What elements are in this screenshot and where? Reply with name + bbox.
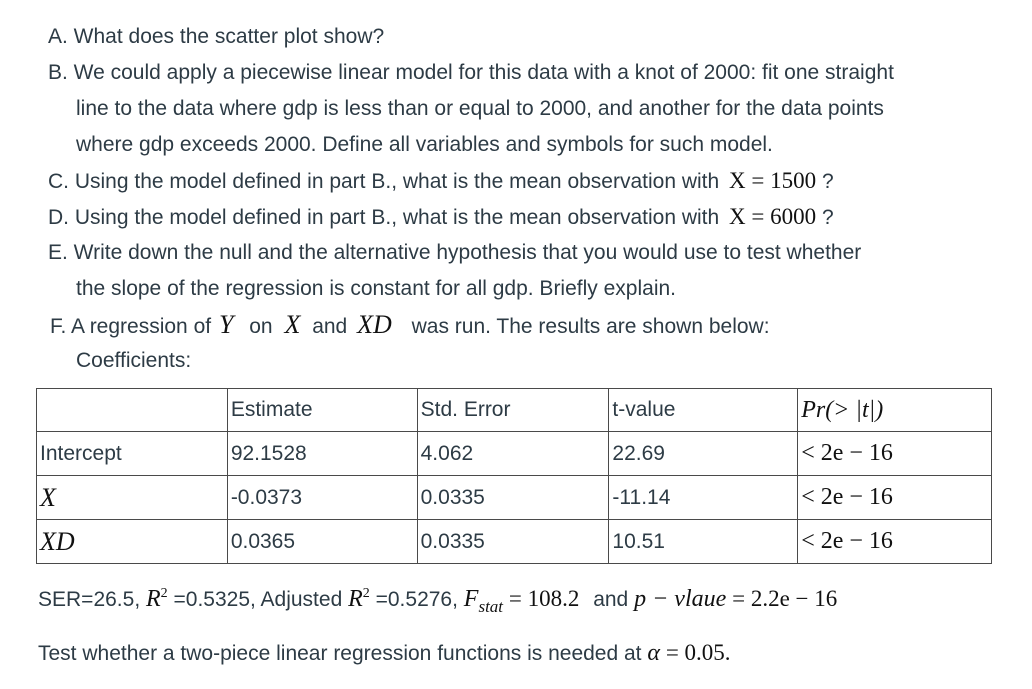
test-instruction — [38, 640, 731, 667]
table-row — [37, 432, 992, 476]
table-cell: 0.0335 — [417, 476, 609, 520]
f-stat-value: = 108.2 — [508, 586, 580, 611]
adj-r2-symbol: $R^2$ — [348, 586, 370, 612]
f-stat-symbol: $F_{stat}$ — [463, 586, 504, 616]
coefficients-label: Coefficients: — [76, 349, 192, 372]
table-cell: -0.0373 — [227, 476, 417, 520]
question-f-pre: F. A regression of — [50, 315, 212, 338]
table-header-row — [37, 389, 992, 432]
pvalue-cell: < 2e − 16 — [801, 484, 893, 510]
table-cell: 0.0365 — [227, 520, 417, 564]
question-e-line1: E. Write down the null and the alternative hypothesis that you would use to test whether — [48, 241, 862, 264]
table-row — [37, 476, 992, 520]
pvalue-cell: < 2e − 16 — [801, 440, 893, 466]
table-cell — [37, 520, 228, 564]
question-c-text: C. Using the model defined in part B., what is the mean observation with — [48, 170, 720, 193]
and-text: and — [593, 588, 629, 611]
table-header-cell — [798, 389, 992, 432]
table-cell: 0.0335 — [417, 520, 609, 564]
table-cell: Intercept — [37, 432, 228, 476]
table-header-cell: t-value — [609, 389, 798, 432]
question-d-math: X = 6000 — [729, 204, 817, 229]
table-cell: -11.14 — [609, 476, 798, 520]
table-cell: 92.1528 — [227, 432, 417, 476]
pvalue-cell: < 2e − 16 — [801, 528, 893, 554]
question-c-end: ? — [821, 170, 834, 193]
table-cell: 4.062 — [417, 432, 609, 476]
question-d-text: D. Using the model defined in part B., what is the mean observation with — [48, 206, 720, 229]
table-cell: 22.69 — [609, 432, 798, 476]
question-f-x: X — [284, 310, 301, 339]
question-f-post: was run. The results are shown below: — [411, 315, 770, 338]
question-a: A. What does the scatter plot show? — [48, 25, 385, 48]
question-f-y: Y — [218, 310, 234, 339]
question-b-line2: line to the data where gdp is less than or equal to 2000, and another for the data points — [76, 97, 884, 120]
adj-r2-value: =0.5276, — [375, 588, 458, 611]
question-d-end: ? — [821, 206, 834, 229]
table-header-cell: Estimate — [227, 389, 417, 432]
regression-stats — [38, 586, 837, 617]
question-b-line1: B. We could apply a piecewise linear model for this data with a knot of 2000: fit one straight — [48, 61, 894, 84]
question-f-on: on — [249, 315, 273, 338]
question-c — [48, 168, 834, 195]
test-text: Test whether a two-piece linear regression functions is needed at — [38, 642, 642, 665]
table-cell: 10.51 — [609, 520, 798, 564]
table-header-cell — [37, 389, 228, 432]
alpha-symbol: α — [647, 640, 660, 666]
alpha-value: = 0.05. — [665, 640, 731, 665]
question-e-line2: the slope of the regression is constant for all gdp. Briefly explain. — [76, 277, 676, 300]
p-value: = 2.2e − 16 — [732, 586, 838, 611]
ser-value: SER=26.5, — [38, 588, 141, 611]
r2-value: =0.5325, Adjusted — [173, 588, 343, 611]
question-f — [50, 312, 770, 340]
p-value-label: p − vlaue — [634, 586, 727, 612]
r2-symbol: $R^2$ — [146, 586, 168, 612]
var-x: X — [40, 482, 56, 512]
table-cell — [798, 520, 992, 564]
question-f-and: and — [312, 315, 348, 338]
question-d — [48, 204, 834, 231]
table-header-cell: Std. Error — [417, 389, 609, 432]
table-cell — [798, 432, 992, 476]
coefficients-table — [36, 388, 992, 564]
pvalue-header: Pr(> |t|) — [801, 396, 884, 423]
table-row — [37, 520, 992, 564]
question-b-line3: where gdp exceeds 2000. Define all variables and symbols for such model. — [76, 133, 773, 156]
var-xd: XD — [40, 526, 75, 556]
table-cell — [798, 476, 992, 520]
table-cell — [37, 476, 228, 520]
question-f-xd: XD — [357, 310, 392, 339]
question-c-math: X = 1500 — [729, 168, 817, 193]
